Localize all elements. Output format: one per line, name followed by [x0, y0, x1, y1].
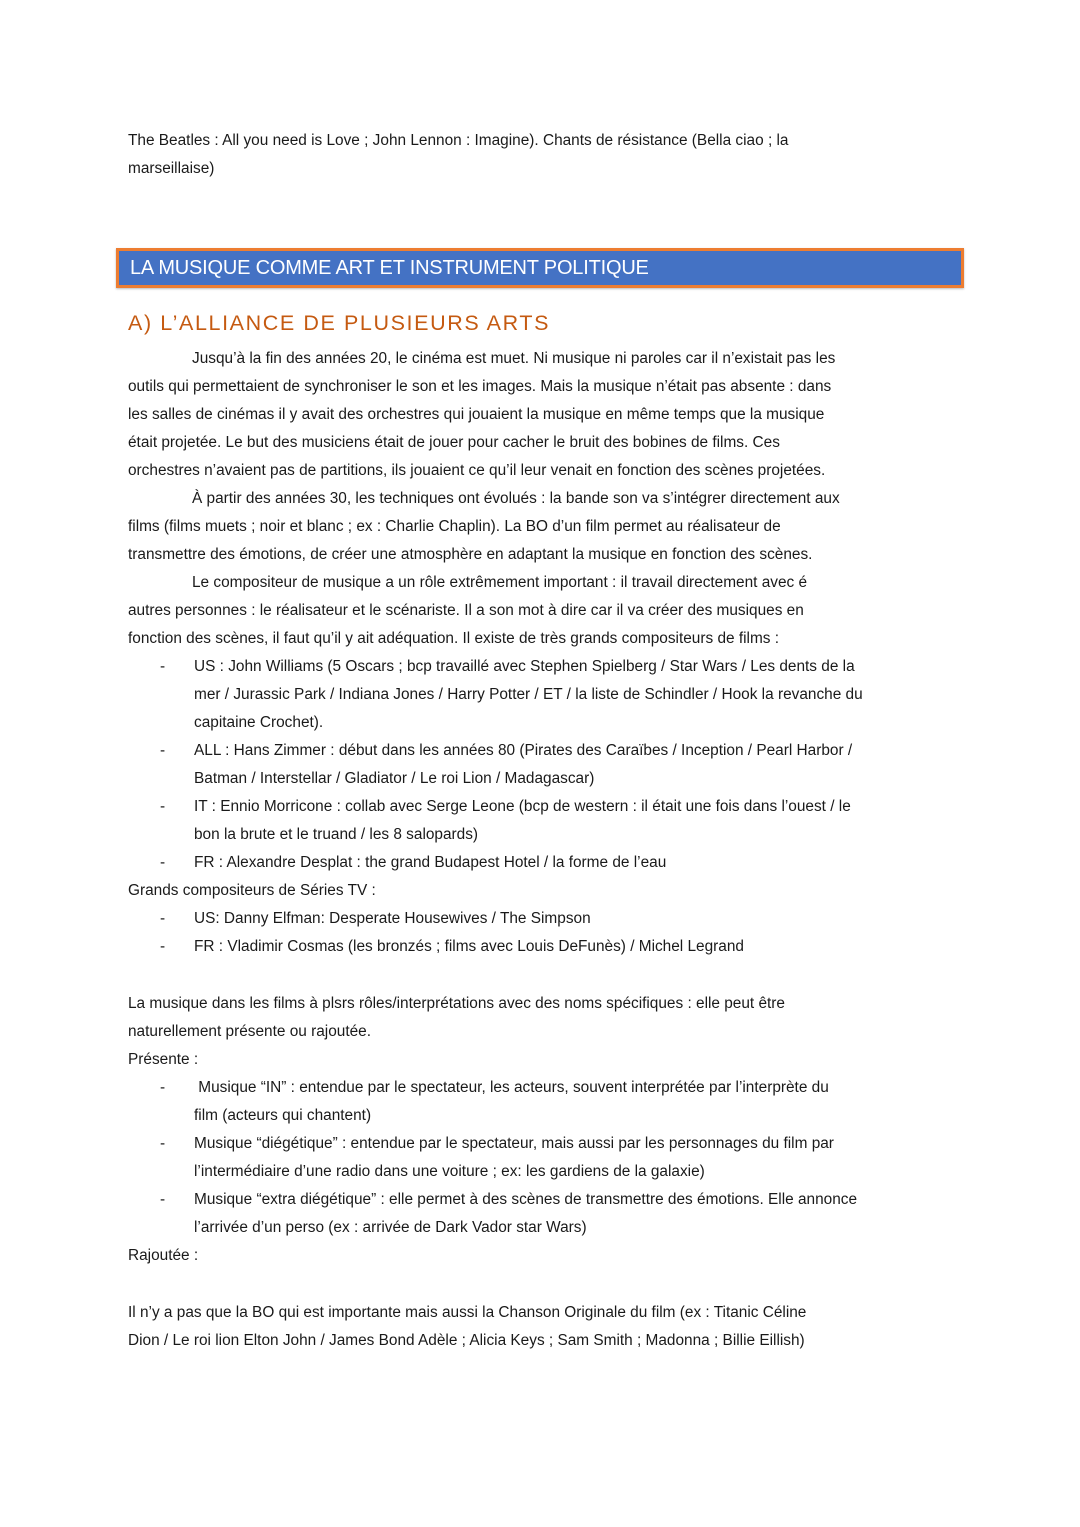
line-text: orchestres n’avaient pas de partitions, ils jouaient ce qu’il leur venait en fonction des scènes projetées.	[128, 462, 826, 479]
list-item	[128, 737, 958, 765]
text-line	[128, 1242, 958, 1270]
line-text: capitaine Crochet).	[194, 714, 324, 731]
text-line	[128, 1018, 958, 1046]
text-line	[128, 345, 958, 373]
section-title-bar	[116, 248, 964, 288]
line-text: Rajoutée :	[128, 1247, 199, 1264]
list-item-continuation	[128, 821, 958, 849]
line-text: Il n’y a pas que la BO qui est importante mais aussi la Chanson Originale du film (ex : Titanic Céline	[128, 1304, 807, 1321]
bullet-dash: -	[160, 1135, 166, 1152]
line-text: naturellement présente ou rajoutée.	[128, 1023, 371, 1040]
list-item	[128, 1074, 958, 1102]
text-line	[128, 127, 958, 155]
line-text: Dion / Le roi lion Elton John / James Bond Adèle ; Alicia Keys ; Sam Smith ; Madonna ; Billie Eillish)	[128, 1332, 805, 1349]
bullet-dash: -	[160, 910, 166, 927]
line-text: les salles de cinémas il y avait des orchestres qui jouaient la musique en même temps que la musique	[128, 406, 825, 423]
line-text: l’arrivée d’un perso (ex : arrivée de Dark Vador star Wars)	[194, 1219, 587, 1236]
text-line	[128, 1327, 958, 1355]
line-text: Jusqu’à la fin des années 20, le cinéma est muet. Ni musique ni paroles car il n’existait pas les	[192, 350, 836, 367]
bullet-dash: -	[160, 658, 166, 675]
list-item	[128, 1130, 958, 1158]
list-item	[128, 653, 958, 681]
list-item-continuation	[128, 765, 958, 793]
line-text: fonction des scènes, il faut qu’il y ait adéquation. Il existe de très grands compositeurs de films :	[128, 630, 780, 647]
line-text: Musique “diégétique” : entendue par le spectateur, mais aussi par les personnages du film par	[194, 1135, 834, 1152]
line-text: l’intermédiaire d’une radio dans une voiture ; ex: les gardiens de la galaxie)	[194, 1163, 705, 1180]
line-text: ALL : Hans Zimmer : début dans les années 80 (Pirates des Caraïbes / Inception / Pearl Harbor /	[194, 742, 853, 759]
line-text: US : John Williams (5 Oscars ; bcp travaillé avec Stephen Spielberg / Star Wars / Les dents de la	[194, 658, 855, 675]
list-item-continuation	[128, 709, 958, 737]
list-item-continuation	[128, 681, 958, 709]
line-text: IT : Ennio Morricone : collab avec Serge Leone (bcp de western : il était une fois dans l’ouest / le	[194, 798, 851, 815]
line-text: La musique dans les films à plsrs rôles/interprétations avec des noms spécifiques : elle peut être	[128, 995, 785, 1012]
line-text: Présente :	[128, 1051, 199, 1068]
bullet-dash: -	[160, 938, 166, 955]
text-line	[128, 597, 958, 625]
bullet-dash: -	[160, 1191, 166, 1208]
line-text: FR : Vladimir Cosmas (les bronzés ; films avec Louis DeFunès) / Michel Legrand	[194, 938, 744, 955]
text-line	[128, 155, 958, 183]
line-text: Batman / Interstellar / Gladiator / Le roi Lion / Madagascar)	[194, 770, 595, 787]
text-line	[128, 513, 958, 541]
body-text	[128, 345, 958, 1355]
text-line	[128, 1299, 958, 1327]
list-item	[128, 933, 958, 961]
line-text: bon la brute et le truand / les 8 salopards)	[194, 826, 479, 843]
list-item	[128, 905, 958, 933]
list-item	[128, 849, 958, 877]
line-text: À partir des années 30, les techniques ont évolués : la bande son va s’intégrer directement aux	[192, 490, 840, 507]
text-line	[128, 877, 958, 905]
blank-line	[128, 961, 958, 990]
line-text: était projetée. Le but des musiciens était de jouer pour cacher le bruit des bobines de films. Ces	[128, 434, 780, 451]
text-line	[128, 429, 958, 457]
text-line	[128, 457, 958, 485]
line-text: mer / Jurassic Park / Indiana Jones / Harry Potter / ET / la liste de Schindler / Hook la revanche du	[194, 686, 863, 703]
list-item-continuation	[128, 1102, 958, 1130]
bullet-dash: -	[160, 854, 166, 871]
text-line	[128, 485, 958, 513]
text-line	[128, 373, 958, 401]
bullet-dash: -	[160, 798, 166, 815]
list-item	[128, 1186, 958, 1214]
blank-line	[128, 1270, 958, 1299]
line-text: Le compositeur de musique a un rôle extrêmement important : il travail directement avec é	[192, 574, 808, 591]
line-text: outils qui permettaient de synchroniser le son et les images. Mais la musique n’était pas absente : dans	[128, 378, 832, 395]
text-line	[128, 625, 958, 653]
line-text: Musique “extra diégétique” : elle permet à des scènes de transmettre des émotions. Elle annonce	[194, 1191, 858, 1208]
line-text: film (acteurs qui chantent)	[194, 1107, 372, 1124]
text-line	[128, 541, 958, 569]
intro-paragraph	[128, 127, 958, 183]
subsection-heading: A) L’ALLIANCE DE PLUSIEURS ARTS	[128, 311, 551, 335]
text-line	[128, 990, 958, 1018]
text-line	[128, 401, 958, 429]
line-text: FR : Alexandre Desplat : the grand Budapest Hotel / la forme de l’eau	[194, 854, 667, 871]
line-text: autres personnes : le réalisateur et le scénariste. Il a son mot à dire car il va créer des musiques en	[128, 602, 804, 619]
bullet-dash: -	[160, 1079, 166, 1096]
line-text: US: Danny Elfman: Desperate Housewives / The Simpson	[194, 910, 591, 927]
line-text: Musique “IN” : entendue par le spectateur, les acteurs, souvent interprétée par l’interprète du	[194, 1079, 829, 1096]
line-text: films (films muets ; noir et blanc ; ex : Charlie Chaplin). La BO d’un film permet au réalisateur de	[128, 518, 781, 535]
line-text: Grands compositeurs de Séries TV :	[128, 882, 376, 899]
line-text: transmettre des émotions, de créer une atmosphère en adaptant la musique en fonction des scènes.	[128, 546, 813, 563]
list-item	[128, 793, 958, 821]
line-text: The Beatles : All you need is Love ; John Lennon : Imagine). Chants de résistance (Bella ciao ; la	[128, 132, 789, 149]
line-text: marseillaise)	[128, 160, 215, 177]
text-line	[128, 569, 958, 597]
text-line	[128, 1046, 958, 1074]
section-title: LA MUSIQUE COMME ART ET INSTRUMENT POLITIQUE	[130, 257, 649, 279]
bullet-dash: -	[160, 742, 166, 759]
list-item-continuation	[128, 1214, 958, 1242]
list-item-continuation	[128, 1158, 958, 1186]
